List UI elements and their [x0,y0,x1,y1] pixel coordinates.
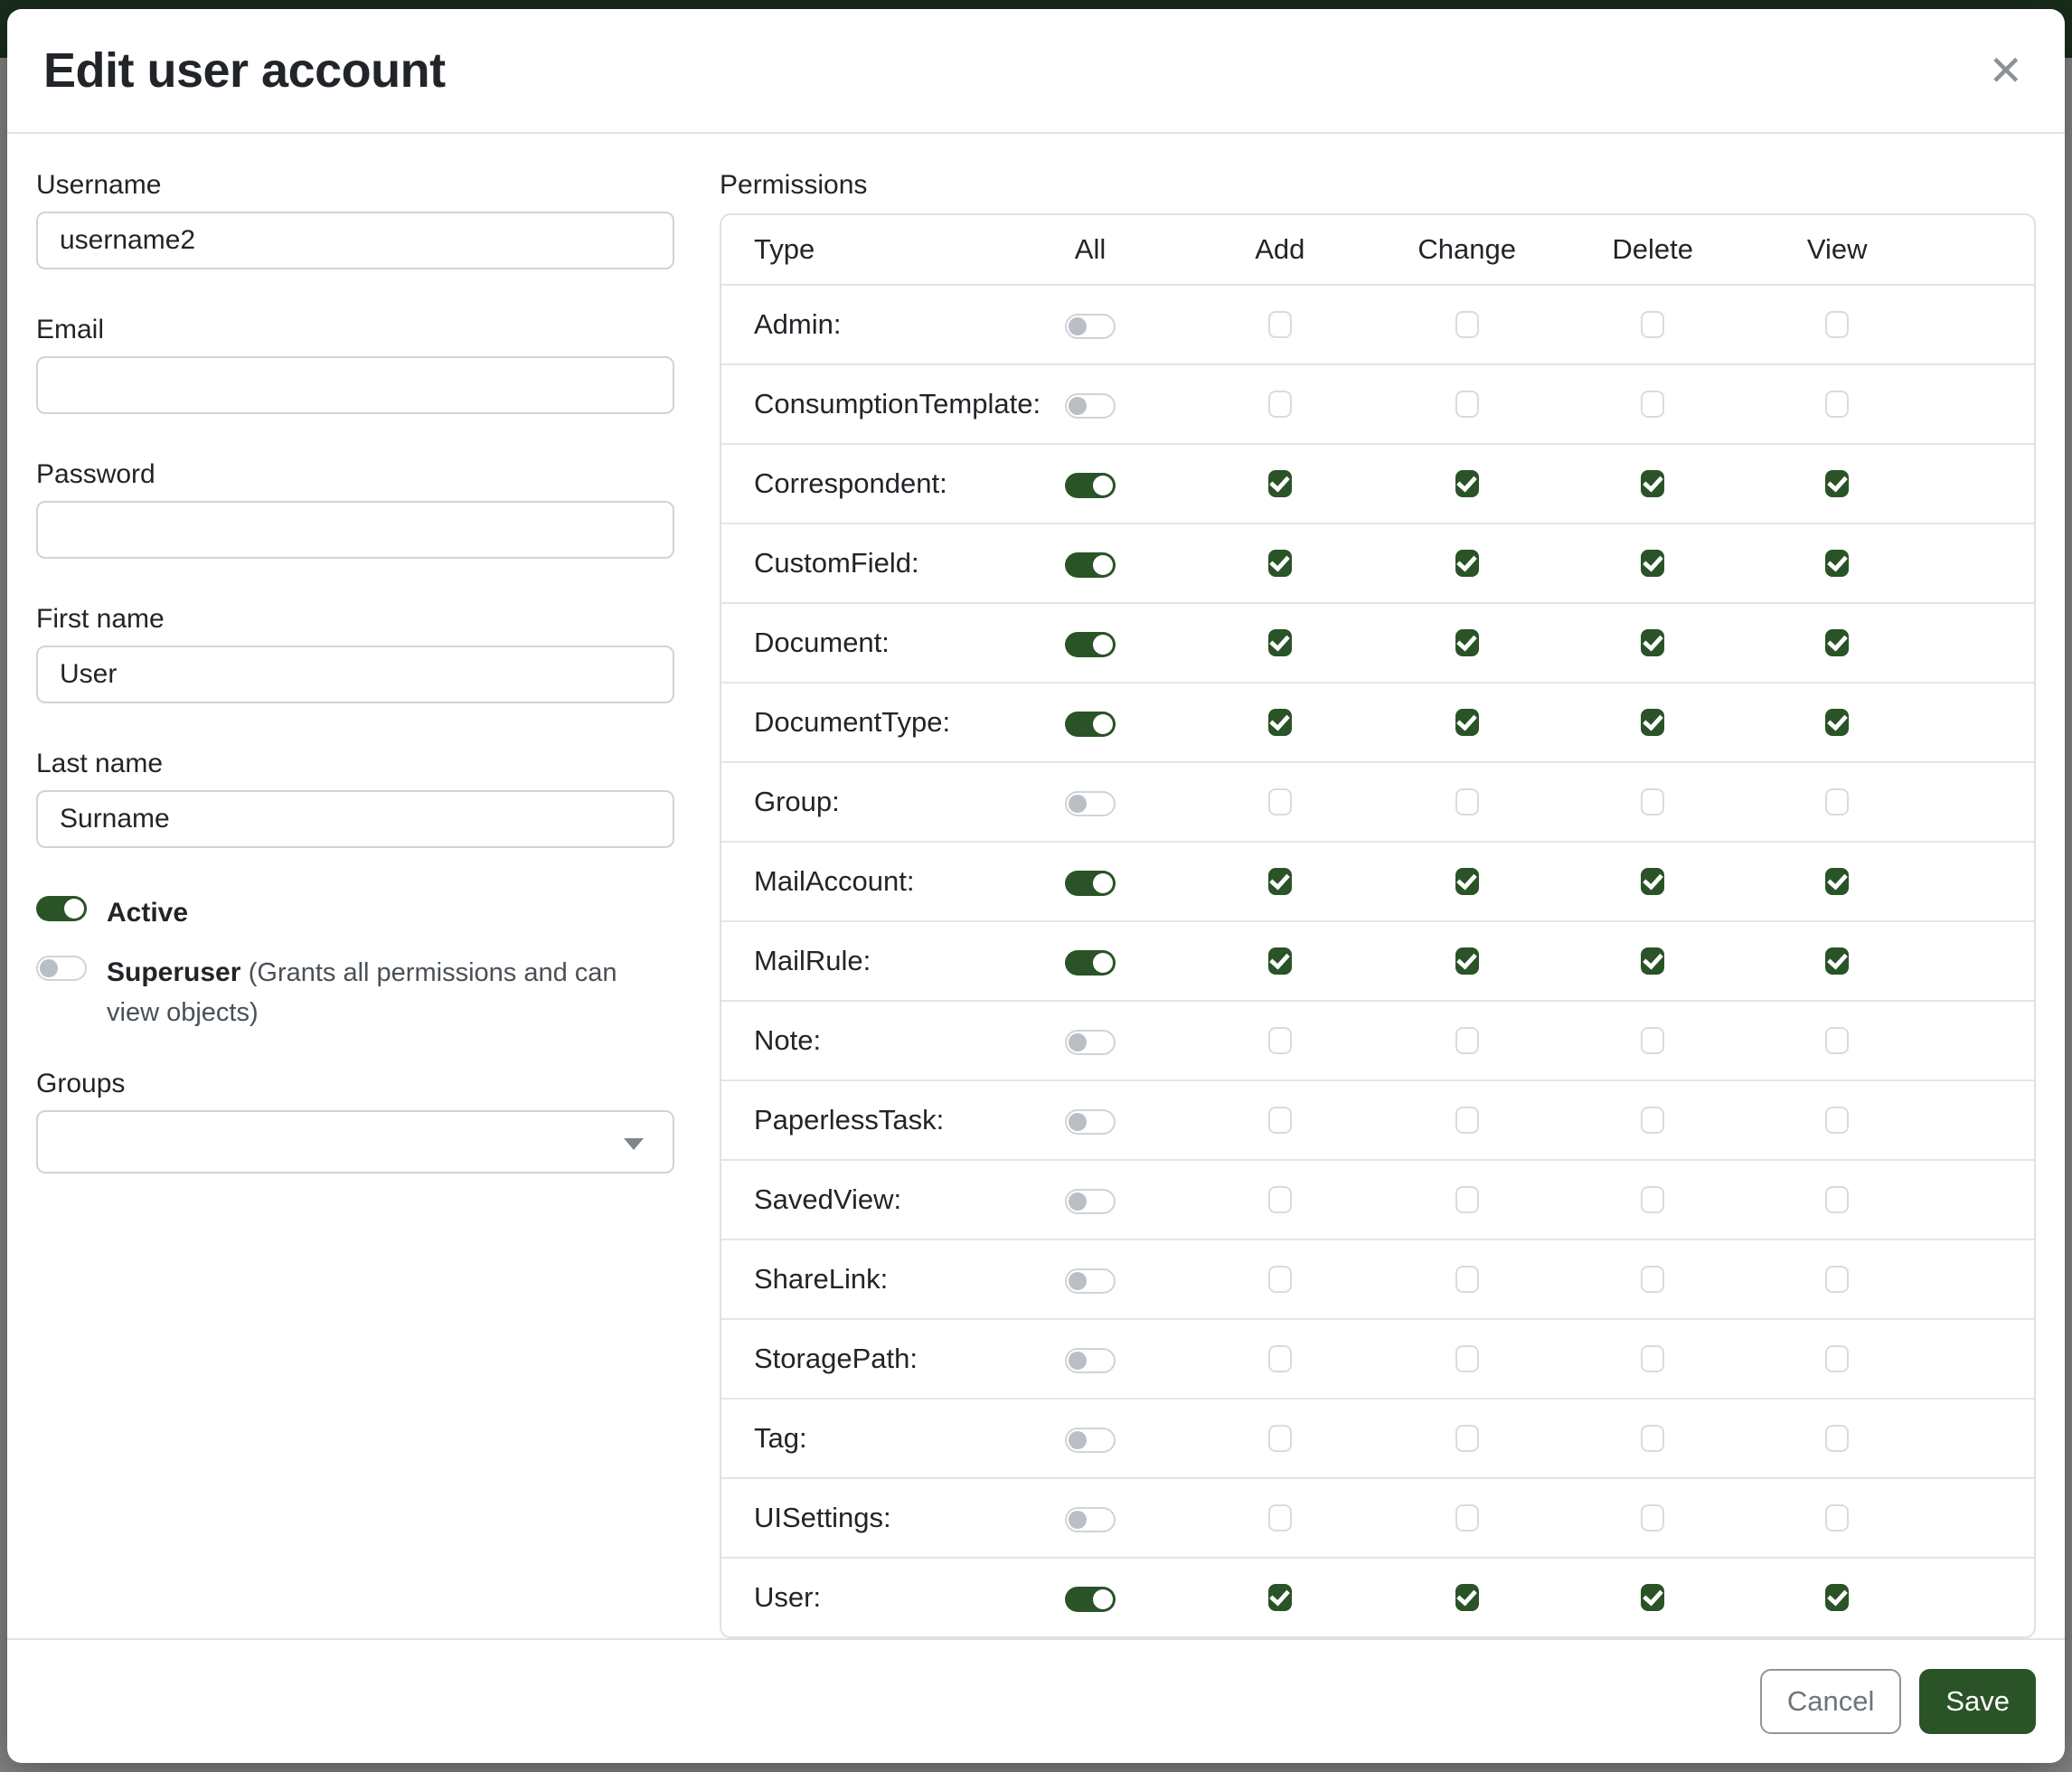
email-label: Email [36,315,105,344]
toggle-knob [1069,397,1087,415]
permission-type-label: Admin: [754,308,842,340]
last-name-group [36,749,674,848]
permission-view-checkbox[interactable] [1825,1504,1849,1532]
toggle-knob [1069,1352,1087,1370]
permission-add-checkbox[interactable] [1268,1186,1292,1213]
table-row [721,1239,2034,1318]
table-row [721,284,2034,363]
permission-change-checkbox[interactable] [1455,868,1479,895]
toggle-knob [40,959,58,977]
permission-type-label: Group: [754,786,840,817]
permission-change-checkbox[interactable] [1455,470,1479,497]
permission-add-checkbox[interactable] [1268,550,1292,577]
toggle-knob [1093,714,1113,734]
permission-change-checkbox[interactable] [1455,788,1479,815]
toggle-knob [1069,1113,1087,1131]
table-row [721,841,2034,920]
permission-view-checkbox[interactable] [1825,1345,1849,1372]
permission-add-checkbox[interactable] [1268,470,1292,497]
permission-delete-checkbox[interactable] [1641,1027,1664,1054]
permission-all-toggle[interactable] [1065,1189,1116,1214]
table-row [721,1079,2034,1159]
dialog-title: Edit user account [43,43,446,98]
permissions-table [720,213,2036,1638]
last-name-field[interactable] [36,790,674,848]
column-header-change: Change [1417,233,1516,265]
permission-type-label: MailAccount: [754,865,915,897]
toggle-knob [1069,1272,1087,1290]
password-label: Password [36,459,155,489]
permission-change-checkbox[interactable] [1455,1266,1479,1293]
permission-type-label: Document: [754,627,890,658]
permission-change-checkbox[interactable] [1455,550,1479,577]
first-name-group [36,604,674,703]
permission-add-checkbox[interactable] [1268,788,1292,815]
table-row [721,761,2034,841]
permission-type-label: ShareLink: [754,1263,889,1295]
permission-view-checkbox[interactable] [1825,391,1849,418]
permission-type-label: MailRule: [754,945,871,976]
permission-type-label: CustomField: [754,547,919,579]
toggle-knob [1093,635,1113,655]
permission-view-checkbox[interactable] [1825,1186,1849,1213]
save-button[interactable]: Save [1919,1669,2036,1734]
table-row [721,443,2034,523]
permissions-table-header [721,215,2034,284]
toggle-knob [1069,1192,1087,1211]
username-group [36,170,674,269]
permission-view-checkbox[interactable] [1825,311,1849,338]
permission-type-label: Tag: [754,1422,807,1454]
permission-add-checkbox[interactable] [1268,947,1292,975]
toggle-knob [1069,795,1087,813]
table-row [721,920,2034,1000]
toggle-knob [1069,317,1087,335]
permission-all-toggle[interactable] [1065,1587,1116,1612]
dialog-header [7,9,2065,134]
password-field[interactable] [36,501,674,559]
permission-add-checkbox[interactable] [1268,1027,1292,1054]
permission-view-checkbox[interactable] [1825,868,1849,895]
permission-add-checkbox[interactable] [1268,709,1292,736]
permission-type-label: StoragePath: [754,1343,918,1374]
permission-add-checkbox[interactable] [1268,629,1292,656]
table-row [721,1477,2034,1557]
table-row [721,1159,2034,1239]
permission-change-checkbox[interactable] [1455,1345,1479,1372]
permission-change-checkbox[interactable] [1455,1186,1479,1213]
groups-select[interactable] [36,1110,674,1173]
toggle-knob [1093,1589,1113,1609]
permission-add-checkbox[interactable] [1268,1107,1292,1134]
permission-all-toggle[interactable] [1065,712,1116,737]
toggle-knob [1069,1431,1087,1449]
dialog-footer [7,1638,2065,1763]
table-row [721,1398,2034,1477]
permission-delete-checkbox[interactable] [1641,947,1664,975]
first-name-field[interactable] [36,646,674,703]
table-row [721,1000,2034,1079]
permission-all-toggle[interactable] [1065,871,1116,896]
permission-all-toggle[interactable] [1065,1109,1116,1135]
permission-all-toggle[interactable] [1065,791,1116,816]
permission-delete-checkbox[interactable] [1641,709,1664,736]
permission-type-label: Note: [754,1024,822,1056]
permission-type-label: UISettings: [754,1502,891,1533]
toggle-knob [1093,953,1113,973]
permission-delete-checkbox[interactable] [1641,1504,1664,1532]
username-label: Username [36,170,162,200]
column-header-view: View [1806,233,1868,265]
permission-all-toggle[interactable] [1065,473,1116,498]
permission-change-checkbox[interactable] [1455,1504,1479,1532]
permission-delete-checkbox[interactable] [1641,1584,1664,1611]
permission-delete-checkbox[interactable] [1641,629,1664,656]
permission-add-checkbox[interactable] [1268,1504,1292,1532]
toggle-knob [1093,555,1113,575]
permission-type-label: ConsumptionTemplate: [754,388,1041,419]
table-row [721,1557,2034,1636]
toggle-knob [64,899,84,919]
permission-change-checkbox[interactable] [1455,391,1479,418]
permission-all-toggle[interactable] [1065,1030,1116,1055]
permission-view-checkbox[interactable] [1825,550,1849,577]
permission-add-checkbox[interactable] [1268,1584,1292,1611]
permission-change-checkbox[interactable] [1455,1107,1479,1134]
permission-type-label: Correspondent: [754,467,947,499]
permission-add-checkbox[interactable] [1268,311,1292,338]
username-input[interactable] [36,212,674,269]
table-row [721,363,2034,443]
table-row [721,682,2034,761]
permission-change-checkbox[interactable] [1455,1425,1479,1452]
superuser-note: (Grants all permissions and can view objects) [107,958,617,1027]
table-row [721,1318,2034,1398]
permission-delete-checkbox[interactable] [1641,1186,1664,1213]
permission-delete-checkbox[interactable] [1641,868,1664,895]
edit-user-account-dialog [7,9,2065,1763]
password-group [36,459,674,559]
table-row [721,523,2034,602]
column-header-delete: Delete [1612,233,1693,265]
permission-change-checkbox[interactable] [1455,709,1479,736]
permission-view-checkbox[interactable] [1825,1266,1849,1293]
permission-view-checkbox[interactable] [1825,709,1849,736]
permission-view-checkbox[interactable] [1825,470,1849,497]
permission-all-toggle[interactable] [1065,1268,1116,1294]
permission-delete-checkbox[interactable] [1641,1425,1664,1452]
permission-add-checkbox[interactable] [1268,1266,1292,1293]
permission-view-checkbox[interactable] [1825,629,1849,656]
permission-change-checkbox[interactable] [1455,1027,1479,1054]
permission-delete-checkbox[interactable] [1641,391,1664,418]
permission-all-toggle[interactable] [1065,552,1116,578]
permission-delete-checkbox[interactable] [1641,788,1664,815]
email-group [36,315,674,414]
toggle-knob [1069,1033,1087,1051]
superuser-row [36,953,674,1032]
permissions-column [720,170,2036,1638]
permission-view-checkbox[interactable] [1825,1425,1849,1452]
superuser-label: Superuser (Grants all permissions and can view objects) [107,957,617,1027]
superuser-toggle[interactable] [36,956,87,981]
permission-all-toggle[interactable] [1065,1428,1116,1453]
permission-delete-checkbox[interactable] [1641,1266,1664,1293]
permission-delete-checkbox[interactable] [1641,311,1664,338]
permissions-section-label: Permissions [720,170,868,200]
permission-all-toggle[interactable] [1065,632,1116,657]
permission-view-checkbox[interactable] [1825,947,1849,975]
first-name-label: First name [36,604,165,634]
permission-view-checkbox[interactable] [1825,1107,1849,1134]
email-field[interactable] [36,356,674,414]
active-toggle[interactable] [36,896,87,921]
permission-all-toggle[interactable] [1065,950,1116,976]
cancel-button[interactable]: Cancel [1760,1669,1902,1734]
permission-view-checkbox[interactable] [1825,788,1849,815]
permission-change-checkbox[interactable] [1455,311,1479,338]
permission-add-checkbox[interactable] [1268,391,1292,418]
groups-label: Groups [36,1069,126,1098]
column-header-type: Type [754,233,815,265]
permission-type-label: PaperlessTask: [754,1104,945,1136]
column-header-add: Add [1255,233,1305,265]
toggle-knob [1069,1511,1087,1529]
permission-add-checkbox[interactable] [1268,1425,1292,1452]
permission-change-checkbox[interactable] [1455,629,1479,656]
permission-change-checkbox[interactable] [1455,1584,1479,1611]
permission-all-toggle[interactable] [1065,393,1116,419]
toggle-knob [1093,476,1113,495]
chevron-down-icon [624,1138,644,1150]
active-row [36,893,674,933]
permission-type-label: User: [754,1581,822,1613]
permission-type-label: DocumentType: [754,706,951,738]
permissions-table-body [721,284,2034,1636]
permission-delete-checkbox[interactable] [1641,1345,1664,1372]
permission-delete-checkbox[interactable] [1641,550,1664,577]
permission-type-label: SavedView: [754,1183,902,1215]
last-name-label: Last name [36,749,164,778]
close-icon[interactable]: ✕ [1979,41,2032,100]
dialog-body [7,134,2065,1638]
permission-add-checkbox[interactable] [1268,1345,1292,1372]
table-row [721,602,2034,682]
permission-delete-checkbox[interactable] [1641,1107,1664,1134]
permission-change-checkbox[interactable] [1455,947,1479,975]
permission-view-checkbox[interactable] [1825,1584,1849,1611]
user-details-column [36,170,674,1638]
column-header-all: All [1074,233,1107,265]
permission-view-checkbox[interactable] [1825,1027,1849,1054]
permission-add-checkbox[interactable] [1268,868,1292,895]
permission-all-toggle[interactable] [1065,1348,1116,1373]
active-label: Active [107,898,189,928]
permission-all-toggle[interactable] [1065,314,1116,339]
permission-all-toggle[interactable] [1065,1507,1116,1532]
toggle-knob [1093,873,1113,893]
permission-delete-checkbox[interactable] [1641,470,1664,497]
